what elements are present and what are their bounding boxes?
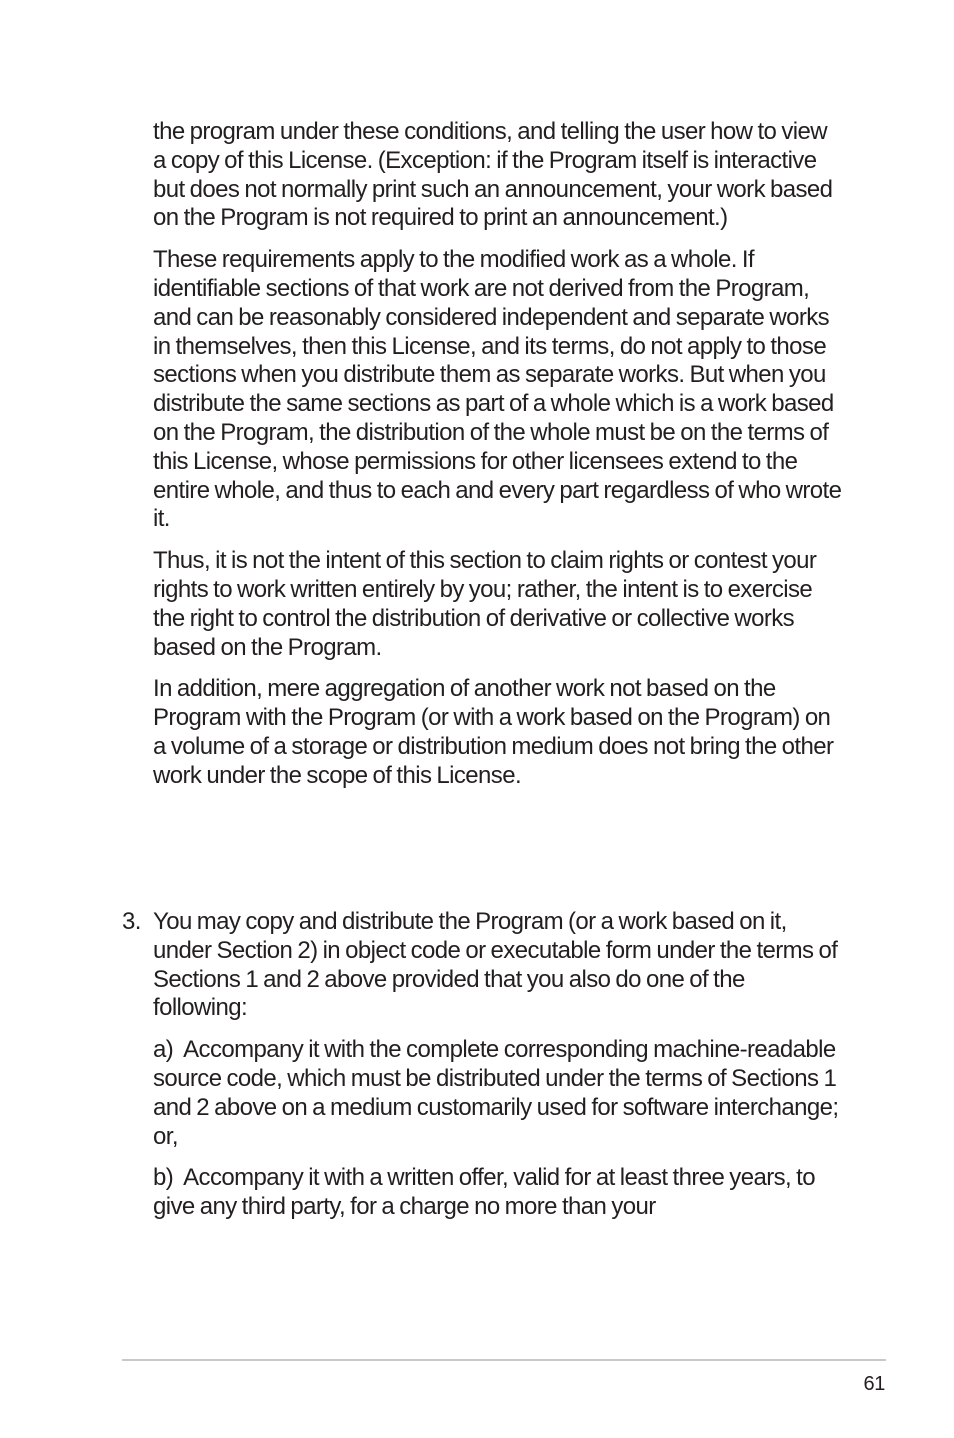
list-item <box>122 908 843 1222</box>
sub-item-b-marker: b) <box>153 1164 174 1192</box>
page-number: 61 <box>863 1373 885 1395</box>
list-item-3 <box>122 908 843 1235</box>
sub-item-a-text: Accompany it with the complete corresponding machine-readable source code, which must be distributed under the terms of Sections 1 and 2 above on a medium customarily used for software interchange; or, <box>153 1036 839 1150</box>
sub-item-b-text: Accompany it with a written offer, valid for at least three years, to give any third party, for a charge no more than your <box>153 1164 815 1221</box>
paragraph-modified-work: These requirements apply to the modified work as a whole. If identifiable sections of that work are not derived from the Program, and can be reasonably considered independent and separate works in themselves, then this License, and its terms, do not apply to those sections when you distribute them as separate works. But when you distribute the same sections as part of a whole which is a work based on the Program, the distribution of the whole must be on the terms of this License, whose permissions for other licensees extend to the entire whole, and thus to each and every part regardless of who wrote it. <box>153 246 842 533</box>
paragraph-aggregation: In addition, mere aggregation of another work not based on the Program with the Program (or with a work based on the Program) on a volume of a storage or distribution medium does not bring the other work under the scope of this License. <box>153 675 834 789</box>
sub-item-a-marker: a) <box>153 1036 174 1064</box>
list-item-text: You may copy and distribute the Program (or a work based on it, under Section 2) in object code or executable form under the terms of Sections 1 and 2 above provided that you also do one of the following: <box>153 908 838 1022</box>
list-item-number: 3. <box>122 908 141 935</box>
paragraph-intent: Thus, it is not the intent of this section to claim rights or contest your rights to work written entirely by you; rather, the intent is to exercise the right to control the distribution of derivative or collective works based on the Program. <box>153 547 817 661</box>
sub-item-a <box>153 1036 843 1151</box>
sub-item-b <box>153 1164 843 1222</box>
footer-divider <box>122 1359 886 1361</box>
paragraph-program-conditions: the program under these conditions, and telling the user how to view a copy of this License. (Exception: if the Program itself is interactive but does not normally print such an announcement, your work based on the Program is not required to print an announcement.) <box>153 118 833 232</box>
body-text <box>153 118 843 804</box>
